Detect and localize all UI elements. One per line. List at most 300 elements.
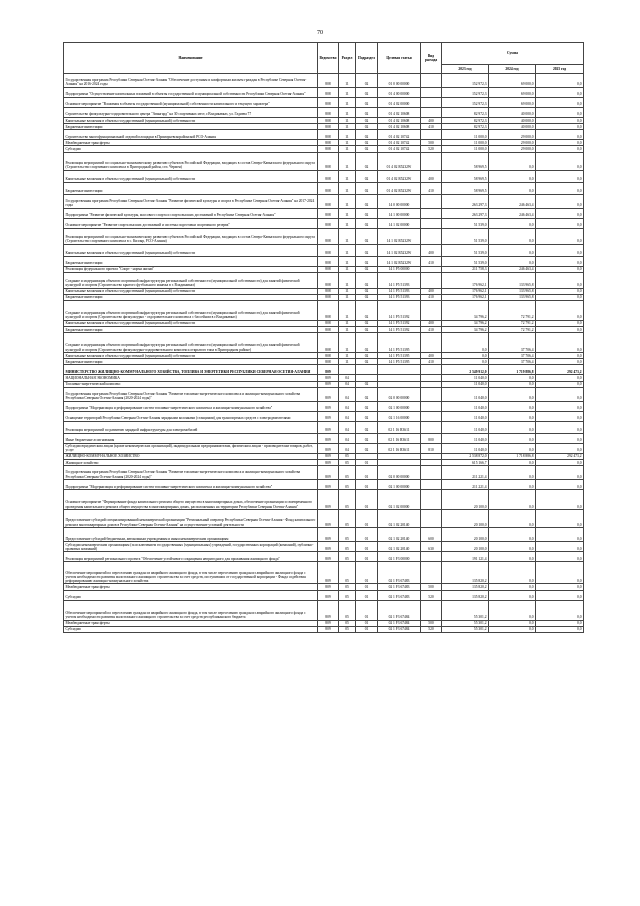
cell-podr: 02	[356, 170, 378, 182]
cell-name: Основное мероприятие "Развитие спорта высших достижений и системы подготовки спортивного резерва"	[64, 218, 318, 228]
cell-podr: 01	[356, 626, 378, 632]
cell-podr: 01	[356, 490, 378, 510]
header-name: Наименование	[64, 43, 318, 74]
cell-podr: 01	[356, 460, 378, 466]
cell-name: Реализация мероприятий регионального проекта "Обеспечение устойчивого сокращения непригодного для проживания жилищного фонда"	[64, 552, 318, 562]
cell-y2: 29 000,0	[489, 140, 536, 146]
cell-y3: 0,0	[536, 359, 584, 365]
cell-y3: 0,0	[536, 600, 584, 620]
cell-podr: 02	[356, 208, 378, 218]
cell-podr: 02	[356, 244, 378, 256]
cell-vr: 410	[421, 124, 442, 130]
table-row	[64, 170, 584, 182]
cell-razd: 05	[339, 466, 356, 480]
cell-y2: 37 706,4	[489, 353, 536, 359]
cell-ved: 808	[318, 182, 339, 194]
cell-podr	[356, 365, 378, 375]
cell-razd: 11	[339, 170, 356, 182]
cell-name: Создание и модернизация объектов спортивной инфраструктуры региональной собственности (муниципальной собственности) для занятий физической культурой и спортом (Строительство физкультурно-оздоровительного комплекса открытого типа в Пригородном районе)	[64, 333, 318, 353]
cell-cs	[378, 365, 421, 375]
cell-vr	[421, 490, 442, 510]
table-row	[64, 365, 584, 375]
cell-cs: 01 4 02 R5232W	[378, 182, 421, 194]
table-row	[64, 244, 584, 256]
cell-y1: 152 972,3	[442, 98, 489, 108]
cell-y1: 263 297,3	[442, 208, 489, 218]
cell-y3: 0,0	[536, 552, 584, 562]
cell-podr: 01	[356, 552, 378, 562]
cell-y2: 0,0	[489, 552, 536, 562]
cell-podr: 02	[356, 387, 378, 401]
cell-y3: 0,0	[536, 562, 584, 584]
cell-cs: 01 4 02 10742	[378, 140, 421, 146]
cell-name: Иные бюджетные ассигнования	[64, 433, 318, 443]
cell-y1: 211 758,3	[442, 266, 489, 272]
cell-ved: 809	[318, 584, 339, 590]
cell-y2: 0,0	[489, 480, 536, 490]
cell-podr: 02	[356, 74, 378, 88]
table-row	[64, 228, 584, 244]
cell-vr	[421, 88, 442, 98]
cell-name: Предоставление субсидий бюджетным, автономным учреждениям и иным некоммерческим организациям	[64, 528, 318, 542]
cell-name: Субсидии	[64, 146, 318, 152]
cell-y3: 0,0	[536, 118, 584, 124]
cell-y3: 0,0	[536, 433, 584, 443]
cell-razd: 05	[339, 528, 356, 542]
cell-y1: 11 040,0	[442, 411, 489, 421]
cell-razd: 04	[339, 411, 356, 421]
cell-cs: 02 1 02 00000	[378, 490, 421, 510]
cell-name: Бюджетные инвестиции	[64, 256, 318, 266]
cell-podr: 02	[356, 421, 378, 433]
cell-razd: 04	[339, 433, 356, 443]
cell-vr: 400	[421, 353, 442, 359]
table-row	[64, 300, 584, 320]
cell-ved: 809	[318, 381, 339, 387]
cell-name: Субсидии	[64, 626, 318, 632]
cell-y3: 0,0	[536, 244, 584, 256]
cell-ved: 808	[318, 244, 339, 256]
cell-vr	[421, 74, 442, 88]
cell-y3: 0,0	[536, 510, 584, 528]
cell-name: Капитальные вложения в объекты государственной (муниципальной) собственности	[64, 118, 318, 124]
cell-y1: 11 040,0	[442, 421, 489, 433]
cell-cs: 01 4 02 00000	[378, 98, 421, 108]
cell-y1: 34 796,2	[442, 327, 489, 333]
cell-cs: 01 4 02 10742	[378, 146, 421, 152]
cell-y2: 69 000,0	[489, 98, 536, 108]
cell-vr: 410	[421, 182, 442, 194]
cell-y3: 0,0	[536, 256, 584, 266]
cell-ved: 808	[318, 218, 339, 228]
cell-razd: 11	[339, 118, 356, 124]
cell-podr: 02	[356, 359, 378, 365]
cell-razd: 11	[339, 88, 356, 98]
cell-y1: 20 100,0	[442, 490, 489, 510]
cell-name: Капитальные вложения в объекты государственной (муниципальной) собственности	[64, 170, 318, 182]
header-target: Целевая статья	[378, 43, 421, 74]
cell-y1: 135 820,2	[442, 562, 489, 584]
cell-name: Бюджетные инвестиции	[64, 124, 318, 130]
cell-name: Подпрограмма "Модернизация и реформирование систем топливно-энергетического комплекса и жилищно-коммунального хозяйства"	[64, 401, 318, 411]
cell-y1: 82 972,3	[442, 118, 489, 124]
cell-cs: 14 1 02 R5232W	[378, 256, 421, 266]
cell-vr: 400	[421, 288, 442, 294]
cell-ved: 808	[318, 256, 339, 266]
cell-y3: 0,0	[536, 401, 584, 411]
cell-razd: 11	[339, 98, 356, 108]
cell-cs: 14 0 00 00000	[378, 194, 421, 208]
cell-vr: 500	[421, 620, 442, 626]
cell-name: Государственная программа Республики Северная Осетия-Алания "Развитие топливно-энергетического комплекса и жилищно-коммунального хозяйства Республики Северная Осетия-Алания (2020-2024 годы)"	[64, 387, 318, 401]
cell-razd: 11	[339, 108, 356, 118]
cell-ved: 809	[318, 480, 339, 490]
cell-y1: 58 969,5	[442, 152, 489, 170]
cell-razd: 05	[339, 542, 356, 552]
cell-y3: 0,0	[536, 327, 584, 333]
cell-ved: 809	[318, 401, 339, 411]
cell-vr: 520	[421, 590, 442, 600]
cell-podr: 02	[356, 88, 378, 98]
cell-name: Строительство многофункциональной ледовой площадки в Приморьевскорайонской РСО-Алания	[64, 130, 318, 140]
budget-table	[63, 42, 584, 633]
cell-cs: 14 1 P5 51395	[378, 359, 421, 365]
cell-ved: 808	[318, 359, 339, 365]
cell-ved: 809	[318, 600, 339, 620]
cell-razd: 11	[339, 130, 356, 140]
cell-y1: 20 100,0	[442, 542, 489, 552]
cell-podr: 02	[356, 433, 378, 443]
cell-y2: 40 000,0	[489, 124, 536, 130]
cell-y2: 0,0	[489, 584, 536, 590]
cell-vr: 400	[421, 170, 442, 182]
cell-vr	[421, 130, 442, 140]
cell-y3: 0,0	[536, 490, 584, 510]
cell-podr: 02	[356, 98, 378, 108]
cell-razd: 11	[339, 333, 356, 353]
cell-cs: 14 1 P5 51395	[378, 333, 421, 353]
cell-podr: 02	[356, 333, 378, 353]
cell-podr: 02	[356, 146, 378, 152]
cell-y3: 0,0	[536, 620, 584, 626]
cell-name: Бюджетные инвестиции	[64, 327, 318, 333]
cell-cs: 02 1 02 20140	[378, 542, 421, 552]
cell-y2: 0,0	[489, 152, 536, 170]
cell-cs: 01 0 00 00000	[378, 74, 421, 88]
cell-vr	[421, 510, 442, 528]
cell-y2: 37 706,4	[489, 359, 536, 365]
cell-y3: 0,0	[536, 272, 584, 288]
cell-y3: 0,0	[536, 584, 584, 590]
cell-cs: 01 4 02 R5232W	[378, 152, 421, 170]
cell-ved: 809	[318, 387, 339, 401]
cell-y3: 0,0	[536, 88, 584, 98]
cell-y2: 72 791,2	[489, 300, 536, 320]
cell-vr	[421, 480, 442, 490]
cell-y2: 0,0	[489, 510, 536, 528]
cell-name: Подпрограмма "Осуществление капитальных вложений в объекты государственной и муниципальной собственности Республики Северная Осетия-Алания"	[64, 88, 318, 98]
cell-y2: 29 000,0	[489, 130, 536, 140]
cell-cs: 02 1 16 R3611	[378, 421, 421, 433]
cell-name: Субсидии	[64, 590, 318, 600]
cell-y3: 0,0	[536, 542, 584, 552]
cell-y2: 1 719 886,8	[489, 365, 536, 375]
cell-y1: 34 796,2	[442, 320, 489, 326]
cell-y1: 82 972,3	[442, 124, 489, 130]
cell-y2: 0,0	[489, 244, 536, 256]
cell-razd: 04	[339, 381, 356, 387]
cell-name: Реализация мероприятий по социально-экономическому развитию субъектов Российской Федерации, входящих в состав Северо-Кавказского федерального округа (Строительство спортивного комплекса в Пригородный район, сел. Чермен)	[64, 152, 318, 170]
table-body	[64, 74, 584, 633]
cell-cs: 02 1 F3 67483	[378, 584, 421, 590]
cell-y1: 11 040,0	[442, 381, 489, 387]
cell-podr: 01	[356, 480, 378, 490]
cell-cs: 02 1 16 R3611	[378, 433, 421, 443]
cell-razd: 11	[339, 288, 356, 294]
cell-cs: 14 1 P5 51395	[378, 353, 421, 359]
cell-y2: 0,0	[489, 387, 536, 401]
cell-podr: 02	[356, 411, 378, 421]
cell-y1: 2 538 872,0	[442, 453, 489, 459]
cell-razd: 05	[339, 584, 356, 590]
cell-podr: 02	[356, 152, 378, 170]
cell-vr: 520	[421, 146, 442, 152]
table-row	[64, 333, 584, 353]
cell-podr: 02	[356, 401, 378, 411]
cell-cs: 01 4 00 00000	[378, 88, 421, 98]
cell-vr	[421, 228, 442, 244]
cell-razd	[339, 365, 356, 375]
cell-y2: 69 000,0	[489, 74, 536, 88]
cell-razd: 05	[339, 562, 356, 584]
cell-y1: 152 972,3	[442, 88, 489, 98]
table-row	[64, 152, 584, 170]
cell-ved: 809	[318, 626, 339, 632]
table-row	[64, 600, 584, 620]
cell-y3: 292 473,2	[536, 453, 584, 459]
cell-y2: 0,0	[489, 170, 536, 182]
cell-y1: 135 820,2	[442, 590, 489, 600]
cell-y1: 176 962,1	[442, 294, 489, 300]
cell-podr: 01	[356, 466, 378, 480]
cell-ved: 809	[318, 490, 339, 510]
cell-cs: 14 1 P5 51392	[378, 327, 421, 333]
cell-y3: 0,0	[536, 411, 584, 421]
cell-vr: 630	[421, 542, 442, 552]
cell-y3: 0,0	[536, 140, 584, 146]
cell-ved: 808	[318, 194, 339, 208]
cell-y1: 11 040,0	[442, 375, 489, 381]
cell-cs: 14 1 P5 51393	[378, 294, 421, 300]
cell-cs: 14 1 P5 51392	[378, 320, 421, 326]
cell-name: Подпрограмма "Модернизация и реформирование систем топливно-энергетического комплекса и жилищно-коммунального хозяйства"	[64, 480, 318, 490]
cell-name: Субсидии юридическим лицам (кроме некоммерческих организаций), индивидуальным предпринимателям, физическим лицам - производителям товаров, работ, услуг	[64, 443, 318, 453]
cell-name: Топливно-энергетический комплекс	[64, 381, 318, 387]
cell-vr	[421, 401, 442, 411]
cell-cs: 02 1 F3 67484	[378, 626, 421, 632]
table-row	[64, 443, 584, 453]
cell-cs: 01 4 02 10742	[378, 130, 421, 140]
cell-cs: 02 1 00 00000	[378, 401, 421, 411]
cell-y1: 51 539,0	[442, 244, 489, 256]
cell-razd: 05	[339, 590, 356, 600]
cell-podr: 02	[356, 118, 378, 124]
cell-y1: 211 221,4	[442, 480, 489, 490]
cell-name: Капитальные вложения в объекты государственной (муниципальной) собственности	[64, 320, 318, 326]
table-row	[64, 542, 584, 552]
cell-name: Реализация мероприятий по социально-экономическому развитию субъектов Российской Федерации, входящих в состав Северо-Кавказского федерального округа (Строительство спортивного комплекса в с. Кизляр, РСО-Алания)	[64, 228, 318, 244]
cell-y1: 11 000,0	[442, 146, 489, 152]
cell-ved: 808	[318, 108, 339, 118]
cell-razd: 11	[339, 124, 356, 130]
cell-razd: 11	[339, 146, 356, 152]
cell-y1: 191 121,4	[442, 552, 489, 562]
cell-cs: 01 4 02 R5232W	[378, 170, 421, 182]
cell-y3: 0,0	[536, 381, 584, 387]
table-row	[64, 562, 584, 584]
cell-name: НАЦИОНАЛЬНАЯ ЭКОНОМИКА	[64, 375, 318, 381]
table-row	[64, 194, 584, 208]
table-row	[64, 590, 584, 600]
cell-y1: 58 969,5	[442, 182, 489, 194]
cell-y2: 0,0	[489, 466, 536, 480]
cell-ved: 809	[318, 365, 339, 375]
cell-ved: 808	[318, 88, 339, 98]
cell-y2: 0,0	[489, 421, 536, 433]
cell-y2: 0,0	[489, 620, 536, 626]
cell-y1: 176 962,1	[442, 288, 489, 294]
cell-name: Бюджетные инвестиции	[64, 182, 318, 194]
cell-ved: 809	[318, 620, 339, 626]
page-number: 70	[317, 30, 323, 36]
cell-cs: 14 1 P5 51392	[378, 300, 421, 320]
table-row	[64, 401, 584, 411]
cell-name: Межбюджетные трансферты	[64, 620, 318, 626]
cell-razd: 05	[339, 480, 356, 490]
cell-podr: 02	[356, 228, 378, 244]
cell-name: Субсидии некоммерческим организациям (за исключением государственных (муниципальных) учреждений, государственных корпораций (компаний), публично-правовых компаний)	[64, 542, 318, 552]
cell-y3: 0,0	[536, 152, 584, 170]
cell-razd: 05	[339, 510, 356, 528]
cell-name: ЖИЛИЩНО-КОММУНАЛЬНОЕ ХОЗЯЙСТВО	[64, 453, 318, 459]
table-row	[64, 130, 584, 140]
cell-vr: 400	[421, 320, 442, 326]
cell-cs: 02 1 F3 00000	[378, 552, 421, 562]
cell-y2: 0,0	[489, 411, 536, 421]
cell-name: Межбюджетные трансферты	[64, 140, 318, 146]
cell-razd: 11	[339, 327, 356, 333]
cell-y2: 0,0	[489, 182, 536, 194]
table-row	[64, 466, 584, 480]
cell-y1: 58 969,5	[442, 170, 489, 182]
cell-razd: 11	[339, 218, 356, 228]
cell-razd: 11	[339, 353, 356, 359]
cell-y3: 0,0	[536, 466, 584, 480]
cell-vr: 600	[421, 528, 442, 542]
cell-name: Подпрограмма "Развитие физической культуры, массового спорта и спорта высших достижений в Республике Северная Осетия-Алания"	[64, 208, 318, 218]
cell-ved: 808	[318, 266, 339, 272]
cell-razd: 11	[339, 140, 356, 146]
table-row	[64, 421, 584, 433]
cell-y1: 51 539,0	[442, 256, 489, 266]
table-row	[64, 108, 584, 118]
table-row	[64, 74, 584, 88]
cell-y3: 0,0	[536, 320, 584, 326]
cell-vr	[421, 218, 442, 228]
cell-cs: 02 1 02 20140	[378, 510, 421, 528]
cell-name: Капитальные вложения в объекты государственной (муниципальной) собственности	[64, 244, 318, 256]
cell-vr: 810	[421, 443, 442, 453]
cell-name: Межбюджетные трансферты	[64, 584, 318, 590]
cell-name: Государственная программа Республики Северная Осетия-Алания "Развитие физической культуры и спорта в Республике Северная Осетия-Алания" на 2017-2024 годы	[64, 194, 318, 208]
cell-cs: 01 4 02 10608	[378, 118, 421, 124]
cell-name: Бюджетные инвестиции	[64, 294, 318, 300]
cell-y2: 0,0	[489, 401, 536, 411]
cell-vr: 410	[421, 327, 442, 333]
cell-y3: 0,0	[536, 288, 584, 294]
cell-vr	[421, 98, 442, 108]
cell-name: Жилищное хозяйство	[64, 460, 318, 466]
cell-ved: 808	[318, 152, 339, 170]
cell-podr: 01	[356, 562, 378, 584]
cell-y3: 0,0	[536, 333, 584, 353]
cell-podr: 01	[356, 590, 378, 600]
cell-razd: 05	[339, 490, 356, 510]
cell-cs: 02 1 F3 67484	[378, 600, 421, 620]
header-2024: 2024 год	[489, 65, 536, 74]
cell-razd: 11	[339, 300, 356, 320]
cell-y2: 0,0	[489, 460, 536, 466]
cell-vr	[421, 387, 442, 401]
cell-y1: 211 221,4	[442, 466, 489, 480]
cell-cs: 02 1 F3 67484	[378, 620, 421, 626]
cell-y1: 20 100,0	[442, 510, 489, 528]
cell-ved: 808	[318, 208, 339, 218]
cell-ved: 809	[318, 590, 339, 600]
cell-y2: 0,0	[489, 600, 536, 620]
cell-razd: 04	[339, 387, 356, 401]
table-row	[64, 528, 584, 542]
table-row	[64, 218, 584, 228]
cell-ved: 808	[318, 288, 339, 294]
cell-podr: 01	[356, 510, 378, 528]
cell-podr: 02	[356, 320, 378, 326]
cell-y2: 0,0	[489, 218, 536, 228]
cell-y2: 0,0	[489, 562, 536, 584]
cell-y3: 0,0	[536, 182, 584, 194]
cell-ved: 809	[318, 375, 339, 381]
cell-name: Государственная программа Республики Северная Осетия-Алания "Обеспечение доступным и комфортным жильем граждан в Республике Северная Осетия-Алания" на 2016-2024 годы	[64, 74, 318, 88]
cell-y2: 246 463,4	[489, 194, 536, 208]
cell-name: Государственная программа Республики Северная Осетия-Алания "Развитие топливно-энергетического комплекса и жилищно-коммунального хозяйства Республики Северная Осетия-Алания (2020-2024 годы)"	[64, 466, 318, 480]
table-row	[64, 272, 584, 288]
cell-ved: 809	[318, 528, 339, 542]
cell-y1: 2 549 912,0	[442, 365, 489, 375]
cell-y1: 51 539,0	[442, 218, 489, 228]
cell-vr	[421, 411, 442, 421]
cell-name: Капитальные вложения в объекты государственной (муниципальной) собственности	[64, 288, 318, 294]
cell-y1: 0,0	[442, 359, 489, 365]
cell-name: МИНИСТЕРСТВО ЖИЛИЩНО-КОММУНАЛЬНОГО ХОЗЯЙСТВА, ТОПЛИВА И ЭНЕРГЕТИКИ РЕСПУБЛИКИ СЕВЕРНАЯ ОСЕТИЯ-АЛАНИЯ	[64, 365, 318, 375]
cell-vr	[421, 208, 442, 218]
cell-vr: 410	[421, 294, 442, 300]
cell-y2: 0,0	[489, 626, 536, 632]
cell-y3: 0,0	[536, 626, 584, 632]
cell-y3: 0,0	[536, 194, 584, 208]
cell-name: Строительство физкультурно-оздоровительного центра "Авангард" на 30 спортивных мест, г.Владикавказ, ул. Гадиева 77	[64, 108, 318, 118]
cell-podr: 02	[356, 353, 378, 359]
cell-ved: 808	[318, 272, 339, 288]
